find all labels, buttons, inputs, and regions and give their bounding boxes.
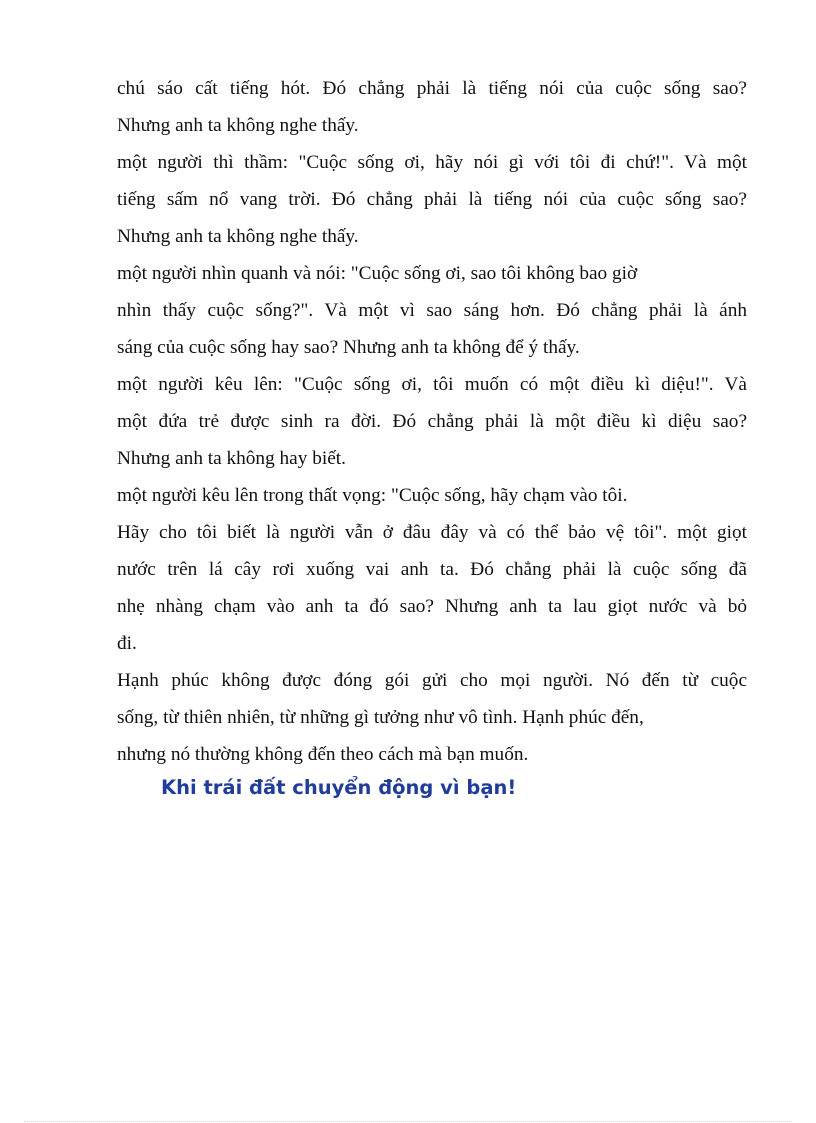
text-line-10: một đứa trẻ được sinh ra đời. Đó chẳng phải là một điều kì diệu sao? xyxy=(117,411,747,432)
text-line-4: tiếng sấm nổ vang trời. Đó chẳng phải là tiếng nói của cuộc sống sao? xyxy=(117,189,747,210)
text-line-19: nhưng nó thường không đến theo cách mà bạn muốn. xyxy=(117,744,529,765)
text-line-15: nhẹ nhàng chạm vào anh ta đó sao? Nhưng anh ta lau giọt nước và bỏ xyxy=(117,596,747,617)
text-line-7: nhìn thấy cuộc sống?". Và một vì sao sáng hơn. Đó chẳng phải là ánh xyxy=(117,300,747,321)
text-line-3: một người thì thầm: "Cuộc sống ơi, hãy nói gì với tôi đi chứ!". Và một xyxy=(117,152,747,173)
text-line-17: Hạnh phúc không được đóng gói gửi cho mọi người. Nó đến từ cuộc xyxy=(117,670,747,691)
text-line-5: Nhưng anh ta không nghe thấy. xyxy=(117,226,359,247)
text-line-13: Hãy cho tôi biết là người vẫn ở đâu đây và có thể bảo vệ tôi". một giọt xyxy=(117,522,747,543)
text-line-14: nước trên lá cây rơi xuống vai anh ta. Đó chẳng phải là cuộc sống đã xyxy=(117,559,747,580)
text-line-1: chú sáo cất tiếng hót. Đó chẳng phải là tiếng nói của cuộc sống sao? xyxy=(117,78,747,99)
closing-heading: Khi trái đất chuyển động vì bạn! xyxy=(161,776,517,799)
story-text xyxy=(117,70,747,773)
text-line-8: sáng của cuộc sống hay sao? Nhưng anh ta không để ý thấy. xyxy=(117,337,580,358)
text-line-2: Nhưng anh ta không nghe thấy. xyxy=(117,115,359,136)
text-line-11: Nhưng anh ta không hay biết. xyxy=(117,448,346,469)
text-line-9: một người kêu lên: "Cuộc sống ơi, tôi muốn có một điều kì diệu!". Và xyxy=(117,374,747,395)
page-bottom-divider xyxy=(24,1121,792,1122)
text-line-16: đi. xyxy=(117,633,137,654)
text-line-12: một người kêu lên trong thất vọng: "Cuộc sống, hãy chạm vào tôi. xyxy=(117,485,628,506)
text-line-6: một người nhìn quanh và nói: "Cuộc sống ơi, sao tôi không bao giờ xyxy=(117,263,638,284)
text-line-18: sống, từ thiên nhiên, từ những gì tưởng như vô tình. Hạnh phúc đến, xyxy=(117,707,644,728)
